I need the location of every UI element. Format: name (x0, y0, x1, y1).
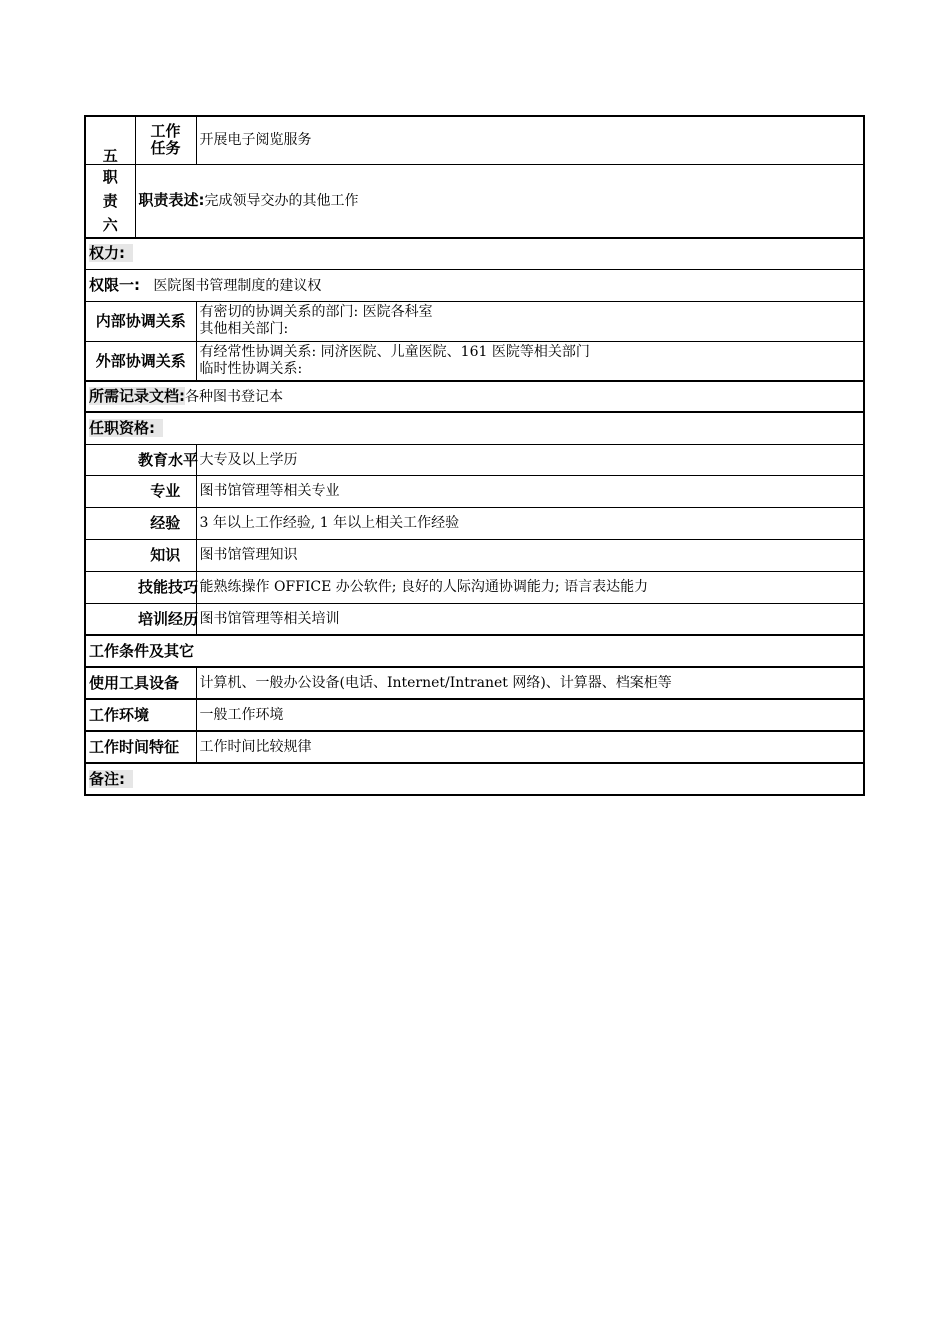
qualification-value: 大专及以上学历 (196, 444, 864, 475)
duty-6-line1: 职 (102, 167, 118, 186)
authority-title-cell (85, 238, 864, 269)
duty-5-task: 开展电子阅览服务 (196, 116, 864, 164)
duty-5-row (85, 116, 864, 164)
condition-value: 工作时间比较规律 (196, 731, 864, 763)
qualification-label: 知识 (135, 539, 196, 571)
duty-6-line3: 六 (102, 215, 118, 234)
qualification-indent (85, 603, 135, 635)
remarks-cell (85, 763, 864, 795)
condition-value: 计算机、一般办公设备(电话、Internet/Intranet 网络)、计算器、档案柜等 (196, 667, 864, 699)
qualification-value: 能熟练操作 OFFICE 办公软件; 良好的人际沟通协调能力; 语言表达能力 (196, 571, 864, 603)
external-relations-row (85, 341, 864, 381)
conditions-title: 工作条件及其它 (89, 641, 195, 660)
condition-row (85, 667, 864, 699)
qualification-row (85, 444, 864, 475)
qualification-row (85, 571, 864, 603)
duty-6-line2: 责 (102, 191, 118, 210)
internal-relations-row (85, 301, 864, 341)
authority-title: 权力: (89, 244, 133, 262)
internal-relations-label: 内部协调关系 (85, 301, 196, 341)
condition-row (85, 731, 864, 763)
qualification-label: 技能技巧 (135, 571, 196, 603)
duty-6-desc-text: 完成领导交办的其他工作 (204, 193, 359, 210)
condition-label: 工作时间特征 (85, 731, 196, 763)
qualification-row (85, 603, 864, 635)
duty-6-desc-label: 职责表述: (138, 191, 205, 210)
qualifications-title-row (85, 412, 864, 444)
qualification-label: 经验 (135, 507, 196, 539)
qualification-value: 图书馆管理等相关专业 (196, 475, 864, 507)
internal-relations-value (196, 301, 864, 341)
duty-5-label-line2: 任务 (150, 139, 181, 158)
duty-5-label-line1: 工作 (150, 122, 181, 141)
qualification-indent (85, 444, 135, 475)
qualification-value: 图书馆管理等相关培训 (196, 603, 864, 635)
condition-label: 工作环境 (85, 699, 196, 731)
qualification-row (85, 507, 864, 539)
records-text: 各种图书登记本 (185, 389, 283, 405)
external-relations-label: 外部协调关系 (85, 341, 196, 381)
job-description-document (84, 115, 865, 796)
qualification-row (85, 475, 864, 507)
records-label: 所需记录文档: (89, 387, 185, 405)
authority-limit-label: 权限一: (89, 275, 140, 294)
records-row (85, 381, 864, 412)
condition-label: 使用工具设备 (85, 667, 196, 699)
condition-value: 一般工作环境 (196, 699, 864, 731)
qualification-indent (85, 475, 135, 507)
internal-relations-line2: 其他相关部门: (199, 321, 289, 337)
qualification-label: 培训经历 (135, 603, 196, 635)
conditions-title-row (85, 635, 864, 667)
duty-6-label (85, 164, 135, 238)
qualification-value: 图书馆管理知识 (196, 539, 864, 571)
qualification-label: 专业 (135, 475, 196, 507)
records-cell (85, 381, 864, 412)
qualification-value: 3 年以上工作经验, 1 年以上相关工作经验 (196, 507, 864, 539)
internal-relations-line1: 有密切的协调关系的部门: 医院各科室 (199, 304, 433, 320)
remarks-label: 备注: (89, 770, 133, 788)
authority-title-row (85, 238, 864, 269)
qualifications-title: 任职资格: (89, 419, 163, 437)
conditions-title-cell (85, 635, 864, 667)
condition-row (85, 699, 864, 731)
authority-limit-cell (85, 269, 864, 301)
authority-limit-row (85, 269, 864, 301)
duty-5-label (135, 116, 196, 164)
remarks-row (85, 763, 864, 795)
external-relations-value (196, 341, 864, 381)
external-relations-line1: 有经常性协调关系: 同济医院、儿童医院、161 医院等相关部门 (199, 343, 590, 360)
authority-limit-text: 医院图书管理制度的建议权 (153, 277, 322, 294)
qualification-indent (85, 507, 135, 539)
qualification-label: 教育水平 (135, 444, 196, 475)
external-relations-line2: 临时性协调关系: (199, 360, 303, 377)
qualification-row (85, 539, 864, 571)
qualifications-title-cell (85, 412, 864, 444)
duty-6-description (135, 164, 864, 238)
duty-6-row (85, 164, 864, 238)
duty-5-number: 五 (85, 116, 135, 164)
qualification-indent (85, 571, 135, 603)
qualification-indent (85, 539, 135, 571)
job-description-table (84, 115, 865, 796)
